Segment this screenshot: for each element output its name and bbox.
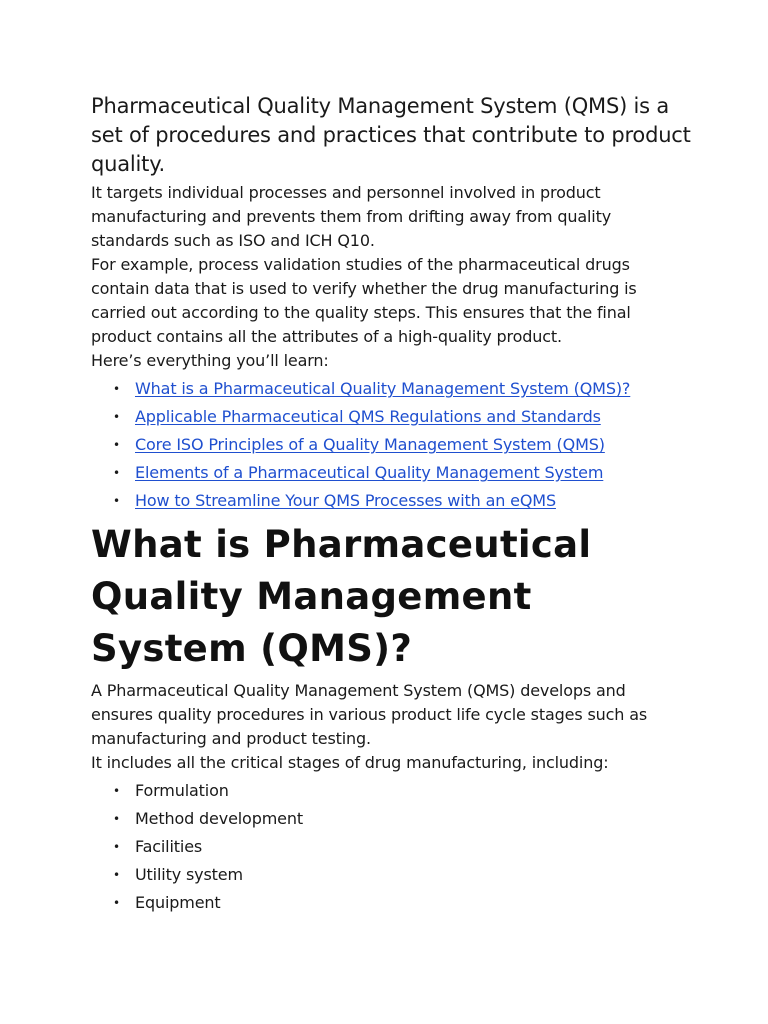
bullet-icon: •	[113, 382, 120, 396]
list-item	[111, 777, 691, 805]
stage-label: Equipment	[135, 893, 221, 912]
bullet-icon: •	[113, 784, 120, 798]
bullet-icon: •	[113, 410, 120, 424]
section-paragraph: It includes all the critical stages of drug manufacturing, including:	[91, 753, 609, 772]
toc-link-elements[interactable]: Elements of a Pharmaceutical Quality Management System	[135, 463, 604, 482]
bullet-icon: •	[113, 896, 120, 910]
bullet-icon: •	[113, 868, 120, 882]
stage-label: Facilities	[135, 837, 203, 856]
intro-lead: Pharmaceutical Quality Management System (QMS) is a set of procedures and practices that contribute to product quality.	[91, 94, 691, 176]
bullet-icon: •	[113, 840, 120, 854]
list-item	[111, 459, 691, 487]
stage-label: Formulation	[135, 781, 229, 800]
bullet-icon: •	[113, 494, 120, 508]
toc-link-eqms[interactable]: How to Streamline Your QMS Processes with an eQMS	[135, 491, 556, 510]
bullet-icon: •	[113, 438, 120, 452]
toc-link-what-is-qms[interactable]: What is a Pharmaceutical Quality Management System (QMS)?	[135, 379, 631, 398]
list-item	[111, 375, 691, 403]
list-item	[111, 805, 691, 833]
toc-link-regulations[interactable]: Applicable Pharmaceutical QMS Regulations and Standards	[135, 407, 601, 426]
intro-paragraph: For example, process validation studies of the pharmaceutical drugs contain data that is used to verify whether the drug manufacturing is carried out according to the quality steps. This ensures that the final product contains all the attributes of a high-quality product.	[91, 255, 637, 346]
stage-label: Method development	[135, 809, 303, 828]
list-item	[111, 833, 691, 861]
list-item	[111, 431, 691, 459]
bullet-icon: •	[113, 812, 120, 826]
stage-label: Utility system	[135, 865, 243, 884]
list-item	[111, 487, 691, 515]
document-page	[91, 92, 691, 917]
intro-paragraph: It targets individual processes and personnel involved in product manufacturing and prevents them from drifting away from quality standards such as ISO and ICH Q10.	[91, 183, 612, 250]
intro-paragraph: Here’s everything you’ll learn:	[91, 351, 329, 370]
section-heading: What is Pharmaceutical Quality Management System (QMS)?	[91, 523, 592, 670]
list-item	[111, 889, 691, 917]
section-paragraph: A Pharmaceutical Quality Management System (QMS) develops and ensures quality procedures in various product life cycle stages such as manufacturing and product testing.	[91, 681, 648, 748]
toc-link-iso-principles[interactable]: Core ISO Principles of a Quality Management System (QMS)	[135, 435, 605, 454]
bullet-icon: •	[113, 466, 120, 480]
list-item	[111, 403, 691, 431]
stages-list	[91, 777, 691, 917]
list-item	[111, 861, 691, 889]
table-of-contents	[91, 375, 691, 515]
